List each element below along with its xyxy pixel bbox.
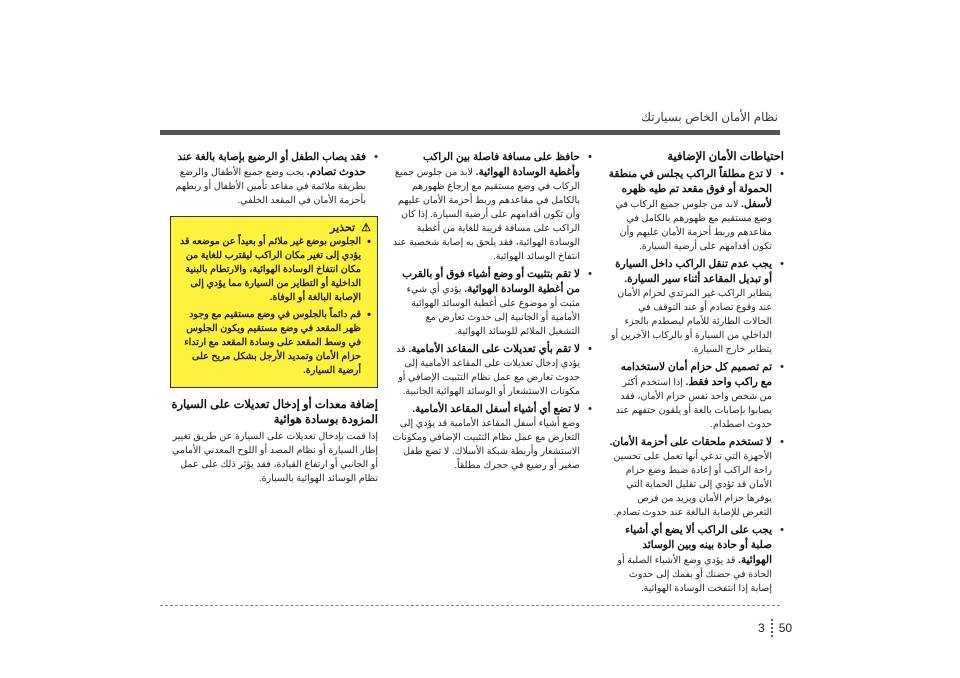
bullet-heading: لا تضع أي أشياء أسفل المقاعد الأمامية. (412, 403, 580, 415)
bullet-text: إذا استخدم أكثر من شخص واحد نفس حزام الأمان، فقد يصابوا بإصابات بالغة أو يلقون حتفهم عند حدوث اصطدام. (615, 377, 772, 430)
bullet-item (392, 342, 592, 399)
bullet-text: قد يؤدي وضع الأشياء الصلبة أو الحادة في حضنك أو بفمك إلى حدوث إصابة إذا انتفخت الوسادة الهوائية. (617, 555, 772, 594)
bullet-heading: يجب عدم تنقل الراكب داخل السيارة أو تبديل المقاعد أثناء سير السيارة. (615, 258, 772, 285)
bullet-text: الأجهزة التي تدعي أنها تعمل على تحسين راحة الراكب أو إعادة ضبط وضع حزام الأمان قد تؤدي إلى تقليل الحماية التي يوفرها حزام الأمان ويزيد من فرص التعرض للإصابة البالغة عند حدوث تصادم. (613, 451, 772, 518)
bullet-text: قد يؤدي إدخال تعديلات على المقاعد الأمامية إلى حدوث تعارض مع عمل نظام التثبيت الإضافي أو مكونات الاستشعار أو الوسائد الهوائية الجانبية. (396, 344, 580, 397)
bullet-heading: لا تدع مطلقاً الراكب يجلس في منطقة الحمولة أو فوق مقعد تم طيه ظهره لأسفل. (608, 168, 772, 210)
bullet-item (608, 167, 784, 254)
page-number-value: 50 (778, 621, 793, 635)
section-heading: إضافة معدات أو إدخال تعديلات على السيارة المزودة بوسادة هوائية (171, 399, 378, 426)
warning-item: • الجلوس بوضع غير ملائم أو بعيداً عن موضعه قد يؤدي إلى تغير مكان الراكب ليقترب للغاية من مكان انتفاخ الوسادة الهوائية، والارتطام بالبنية الداخلية أو التطاير من السيارة مما يؤدي إلى الإصابة البالغة أو الوفاة. (177, 235, 371, 305)
page-number-separator (771, 619, 773, 637)
bullet-item (608, 523, 784, 596)
bullet-heading: تم تصميم كل حزام أمان لاستخدامه مع راكب واحد فقط. (620, 361, 772, 388)
bullet-item (392, 267, 592, 339)
bullet-item (170, 150, 378, 208)
footer-divider (160, 605, 780, 606)
section-text: إذا قمت بإدخال تعديلات على السيارة عن طريق تغيير إطار السيارة أو نظام المصد أو اللوح المعدني الأمامي أو الجانبي أو ارتفاع القيادة، فقد يؤثر ذلك على عمل نظام الوسائد الهوائية بالسيارة. (172, 431, 378, 484)
column-middle (392, 150, 592, 476)
bullet-heading: فقد يصاب الطفل أو الرضيع بإصابة بالغة عند حدوث تصادم. (177, 151, 366, 178)
warning-box (170, 216, 378, 388)
section-heading: احتياطات الأمان الإضافية (667, 151, 784, 163)
bullet-item (392, 150, 592, 264)
bullet-text: وضع أشياء أسفل المقاعد الأمامية قد يؤدي إلى التعارض مع عمل نظام التثبيت الإضافي ومكونات الاستشعار وأربطة شبكة الأسلاك. لا تضع طفل صغير أو رضيع في حجرك مطلقاً. (392, 418, 580, 471)
bullet-text: لابد من جلوس جميع الركاب في وضع مستقيم مع إرجاع ظهورهم بالكامل في مقاعدهم وربط أحزمة الأمان عليهم وأن تكون أقدامهم على أرضية السيارة. إذا كان الراكب على مسافة قريبة للغاية من أغطية الوسادة الهوائية، فقد يلحق به إصابة شخصية عند انتفاخ الوسائد الهوائية. (392, 167, 580, 262)
bullet-item (392, 402, 592, 473)
page-number (758, 619, 792, 637)
chapter-number: 3 (758, 621, 765, 635)
warning-triangle-icon: ⚠ (361, 222, 371, 234)
bullet-item (608, 435, 784, 520)
warning-item: • قم دائماً بالجلوس في وضع مستقيم مع وجود ظهر المقعد في وضع مستقيم ويكون الجلوس في وسط المقعد على وسادة المقعد مع ارتداء حزام الأمان وتمديد الأرجل بشكل مريح على أرضية السيارة. (177, 308, 371, 378)
bullet-item (608, 257, 784, 357)
bullet-heading: لا تقم بتثبيت أو وضع أشياء فوق أو بالقرب من أغطية الوسادة الهوائية. (402, 268, 580, 295)
bullet-heading: حافظ على مسافة فاصلة بين الراكب وأغطية الوسادة الهوائية. (422, 151, 580, 178)
bullet-heading: لا تستخدم ملحقات على أحزمة الأمان. (609, 436, 772, 448)
header-rule (160, 130, 780, 135)
running-header: نظام الأمان الخاص بسيارتك (641, 110, 778, 124)
bullet-text: يؤدي أي شيء مثبت أو موضوع على أغطية الوسائد الهوائية الأمامية أو الجانبية إلى حدوث تعارض مع التشغيل الملائم للوسائد الهوائية. (406, 284, 580, 337)
bullet-heading: يجب على الراكب ألا يضع أي أشياء صلبة أو حادة بينه وبين الوسائد الهوائية. (625, 524, 772, 566)
column-left (170, 150, 378, 486)
warning-title: تحذير (330, 222, 356, 234)
bullet-text: لابد من جلوس جميع الركاب في وضع مستقيم مع ظهورهم بالكامل في مقاعدهم وربط أحزمة الأمان عليهم وأن تكون أقدامهم على أرضية السيارة. (615, 199, 772, 252)
bullet-heading: لا تقم بأي تعديلات على المقاعد الأمامية. (408, 343, 580, 355)
bullet-text: يتطاير الراكب غير المرتدي لحزام الأمان عند وقوع تصادم أو عند التوقف في الحالات الطارئة للأمام ليصطدم بالجزء الداخلي من السيارة أو بالركاب الآخرين أو يتطاير خارج السيارة. (610, 288, 772, 355)
column-right (608, 150, 784, 599)
bullet-item (608, 360, 784, 432)
bullet-text: يجب وضع جميع الأطفال والرضع بطريقة ملائمة في مقاعد تأمين الأطفال أو ربطهم بأحزمة الأمان في المقعد الخلفي. (175, 167, 366, 206)
